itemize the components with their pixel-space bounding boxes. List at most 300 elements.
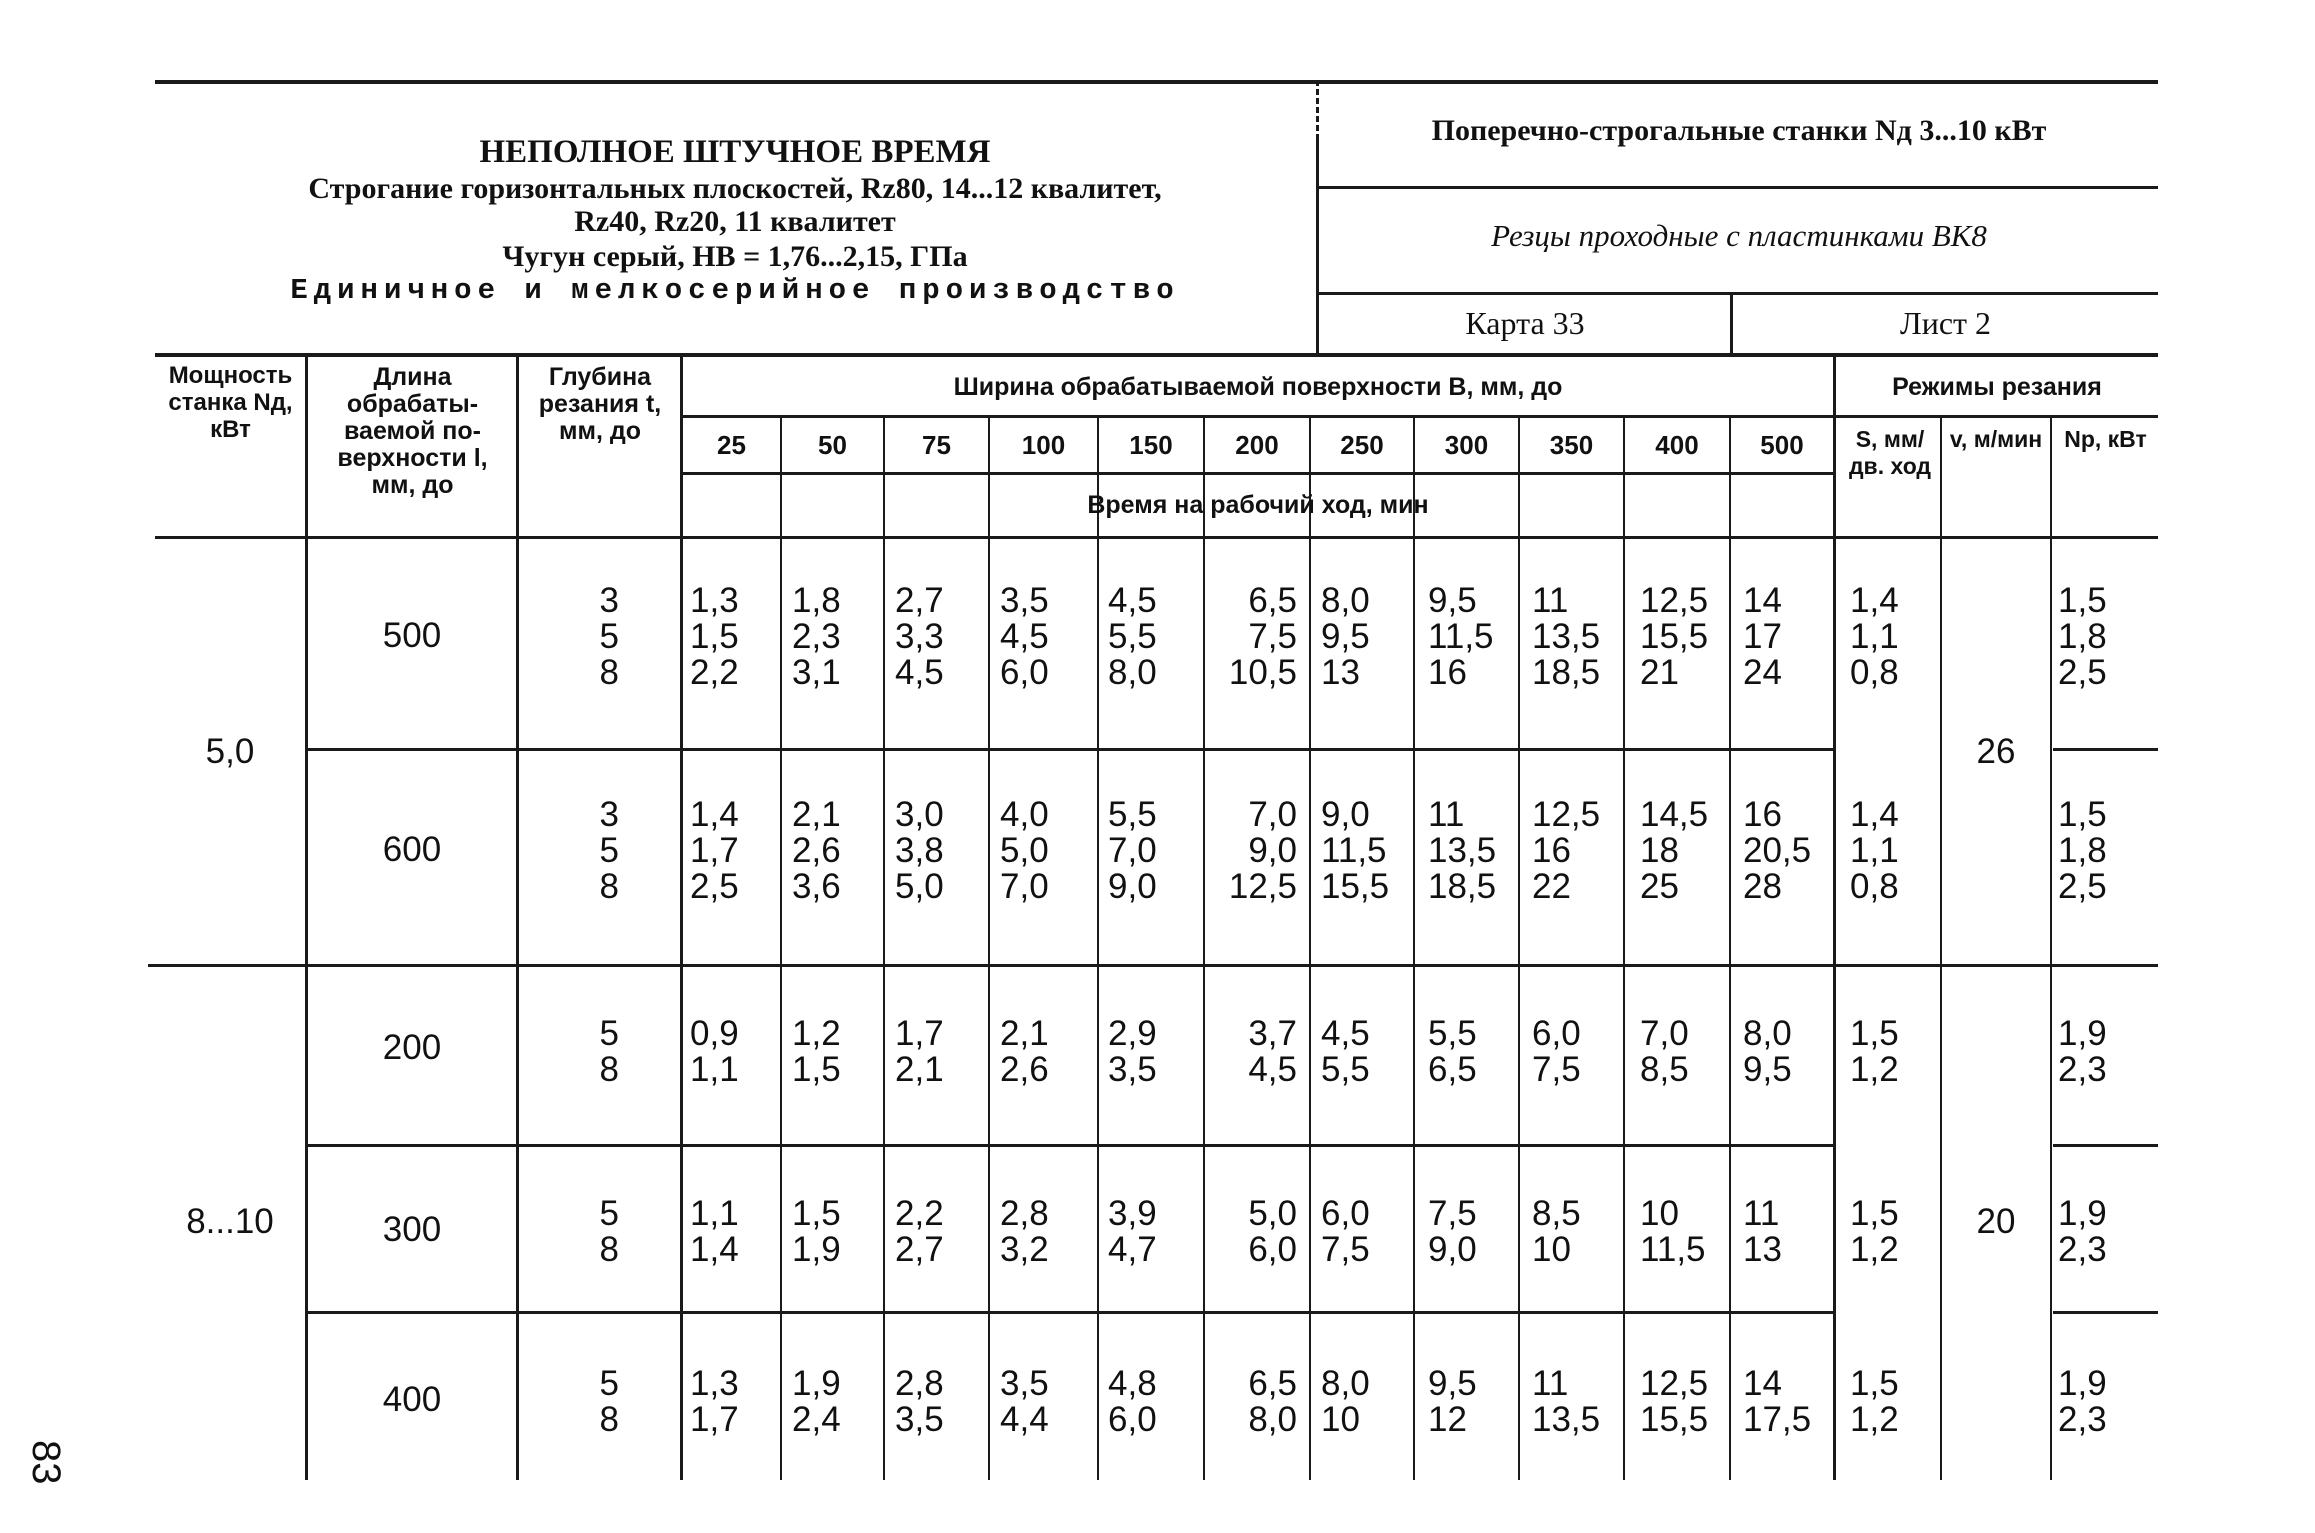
time-cell-value: 5,5	[1321, 1050, 1370, 1089]
time-cell-value: 6,0	[1532, 1014, 1581, 1053]
time-cell-value: 1,8	[792, 581, 841, 620]
time-cell-value: 8,5	[1640, 1050, 1689, 1089]
time-cell	[1000, 583, 1080, 691]
np-cell-value: 1,5	[2058, 581, 2107, 620]
width-400: 400	[1655, 430, 1699, 460]
time-cell-value: 12	[1428, 1400, 1467, 1439]
time-cell-value: 5,0	[1000, 831, 1049, 870]
col-rule-w400	[1729, 415, 1731, 1480]
time-cell	[1640, 1016, 1720, 1088]
width-25: 25	[717, 430, 746, 460]
row-rule-300-400	[305, 1311, 1835, 1314]
depth-cell	[519, 1196, 619, 1268]
col-rule-w350	[1623, 415, 1625, 1480]
time-cell-value: 1,1	[690, 1050, 739, 1089]
time-cell-value: 2,6	[1000, 1050, 1049, 1089]
width-350: 350	[1549, 430, 1594, 460]
np-cell	[2058, 797, 2148, 905]
np-cell-value: 1,9	[2058, 1014, 2107, 1053]
depth-cell-value: 8	[599, 1400, 619, 1439]
time-cell-value: 5,0	[895, 867, 944, 906]
time-cell-value: 28	[1743, 867, 1782, 906]
depth-cell-value: 8	[599, 653, 619, 692]
depth-cell-value: 8	[599, 1230, 619, 1269]
time-cell	[1108, 1196, 1190, 1268]
time-cell-value: 3,1	[792, 653, 841, 692]
col-rule-length	[516, 353, 519, 1480]
subtitle-line-3: Rz40, Rz20, 11 квалитет	[574, 205, 896, 238]
time-cell-value: 18	[1640, 831, 1679, 870]
production-type: Единичное и мелкосерийное производство	[290, 274, 1180, 307]
time-cell	[1213, 1016, 1297, 1088]
time-cell-value: 2,8	[1000, 1194, 1049, 1233]
feed-header: S, мм/дв. ход	[1848, 426, 1932, 479]
np-cell-value: 2,5	[2058, 867, 2107, 906]
time-cell	[1640, 583, 1720, 691]
col-rule-s	[1940, 415, 1942, 1480]
time-cell	[1108, 1016, 1190, 1088]
time-cell-value: 5,5	[1108, 617, 1157, 656]
time-cell-value: 20,5	[1743, 831, 1812, 870]
time-cell-value: 12,5	[1532, 795, 1601, 834]
time-cell-value: 15,5	[1640, 1400, 1709, 1439]
np-cell-value: 1,9	[2058, 1364, 2107, 1403]
width-200: 200	[1235, 430, 1279, 460]
time-cell	[1321, 1196, 1393, 1268]
col-rule-depth	[680, 353, 683, 1480]
time-cell-value: 9,5	[1428, 1364, 1477, 1403]
width-75: 75	[922, 430, 951, 460]
time-cell-value: 4,0	[1000, 795, 1049, 834]
time-cell-value: 4,5	[1321, 1014, 1370, 1053]
time-cell-value: 13,5	[1428, 831, 1497, 870]
time-cell-value: 13	[1321, 653, 1360, 692]
time-cell-value: 3,0	[895, 795, 944, 834]
feed-cell-value: 1,2	[1850, 1050, 1899, 1089]
time-cell	[792, 583, 870, 691]
time-cell	[1108, 1366, 1190, 1438]
length-cell: 500	[382, 616, 442, 655]
width-150: 150	[1129, 430, 1173, 460]
col-rule-w75	[988, 415, 990, 1480]
time-cell-value: 2,2	[895, 1194, 944, 1233]
time-cell	[1743, 1366, 1823, 1438]
np-cell-value: 2,3	[2058, 1050, 2107, 1089]
power-5: 5,0	[205, 732, 255, 771]
time-cell-value: 8,0	[1321, 1364, 1370, 1403]
row-rule-300-400-np	[2053, 1311, 2158, 1314]
time-cell-value: 1,2	[792, 1014, 841, 1053]
time-cell	[690, 583, 768, 691]
time-cell	[1213, 797, 1297, 905]
time-cell-value: 18,5	[1428, 867, 1497, 906]
time-cell	[1532, 1196, 1610, 1268]
np-cell-value: 2,3	[2058, 1230, 2107, 1269]
time-cell-value: 15,5	[1321, 867, 1390, 906]
np-cell	[2058, 1016, 2148, 1088]
length-cell: 200	[382, 1028, 442, 1067]
time-cell-value: 11,5	[1321, 831, 1387, 870]
time-cell	[1213, 1366, 1297, 1438]
time-cell-value: 2,5	[690, 867, 739, 906]
col-rule-w500	[1833, 353, 1836, 1480]
depth-cell-value: 5	[599, 617, 619, 656]
time-cell-value: 9,0	[1321, 795, 1370, 834]
time-cell-value: 4,5	[1248, 1050, 1297, 1089]
time-cell-value: 13,5	[1532, 1400, 1601, 1439]
time-cell	[1000, 797, 1080, 905]
time-cell	[690, 1016, 768, 1088]
time-cell-value: 1,3	[690, 1364, 739, 1403]
depth-header: Глубина резания t, мм, до	[538, 363, 662, 445]
time-cell-value: 11	[1428, 795, 1465, 834]
length-cell: 400	[382, 1380, 442, 1419]
time-cell	[1428, 1016, 1500, 1088]
time-cell	[1108, 797, 1190, 905]
time-cell-value: 2,2	[690, 653, 739, 692]
time-cell-value: 1,9	[792, 1230, 841, 1269]
time-cell-value: 2,7	[895, 581, 944, 620]
row-rule-200-300-np	[2053, 1144, 2158, 1147]
feed-cell-value: 1,5	[1850, 1014, 1899, 1053]
depth-cell	[519, 1366, 619, 1438]
time-cell	[690, 797, 768, 905]
time-cell-value: 4,5	[1000, 617, 1049, 656]
machine-type: Поперечно-строгальные станки Nд 3...10 кВт	[1431, 114, 2047, 147]
top-rule	[155, 80, 2158, 84]
time-cell	[1743, 583, 1823, 691]
row-rule-500-600-np	[2053, 748, 2158, 751]
time-cell-value: 4,5	[895, 653, 944, 692]
time-cell-value: 1,7	[895, 1014, 944, 1053]
subtitle-line-2: Строгание горизонтальных плоскостей, Rz80, 14...12 квалитет,	[308, 172, 1162, 205]
time-cell-value: 2,6	[792, 831, 841, 870]
depth-cell-value: 5	[599, 831, 619, 870]
time-cell	[1000, 1016, 1080, 1088]
time-cell-value: 12,5	[1640, 581, 1709, 620]
speed-26: 26	[1976, 732, 2016, 771]
time-cell	[895, 583, 973, 691]
row-rule-500-600	[305, 748, 1835, 751]
feed-cell	[1850, 583, 1930, 691]
width-500: 500	[1760, 430, 1804, 460]
time-cell	[690, 1366, 768, 1438]
time-cell-value: 6,0	[1248, 1230, 1297, 1269]
time-cell-value: 3,5	[895, 1400, 944, 1439]
right-header-rule-1	[1316, 186, 2158, 189]
time-cell	[1321, 583, 1393, 691]
time-cell-value: 1,5	[690, 617, 739, 656]
feed-cell-value: 0,8	[1850, 867, 1899, 906]
col-rule-v	[2050, 415, 2052, 1480]
time-cell-value: 5,5	[1108, 795, 1157, 834]
time-cell-value: 25	[1640, 867, 1679, 906]
time-cell	[895, 1196, 973, 1268]
np-cell-value: 1,5	[2058, 795, 2107, 834]
time-cell-value: 7,0	[1640, 1014, 1689, 1053]
time-cell	[1743, 1016, 1823, 1088]
time-cell-value: 17,5	[1743, 1400, 1812, 1439]
time-cell-value: 14	[1743, 1364, 1782, 1403]
time-cell-value: 9,5	[1428, 581, 1477, 620]
feed-cell	[1850, 1016, 1930, 1088]
col-rule-w150	[1203, 415, 1205, 1480]
time-cell	[1743, 1196, 1823, 1268]
time-cell-value: 11,5	[1428, 617, 1494, 656]
depth-cell-value: 3	[599, 795, 619, 834]
col-rule-w50	[883, 415, 885, 1480]
time-cell	[1213, 583, 1297, 691]
depth-cell-value: 5	[599, 1014, 619, 1053]
width-title-rule	[680, 415, 2158, 418]
speed-20: 20	[1976, 1202, 2016, 1241]
depth-cell-value: 5	[599, 1364, 619, 1403]
depth-cell-value: 3	[599, 581, 619, 620]
time-cell-value: 9,5	[1321, 617, 1370, 656]
np-header: Nр, кВт	[2064, 426, 2147, 452]
time-cell-value: 6,0	[1321, 1194, 1370, 1233]
time-cell-value: 9,0	[1108, 867, 1157, 906]
feed-cell	[1850, 1366, 1930, 1438]
length-cell: 300	[382, 1210, 442, 1249]
row-rule-200-300	[305, 1144, 1835, 1147]
feed-cell-value: 1,1	[1850, 831, 1899, 870]
time-cell-value: 10	[1640, 1194, 1679, 1233]
time-cell-value: 8,0	[1321, 581, 1370, 620]
time-cell-value: 0,9	[690, 1014, 739, 1053]
time-cell	[1108, 583, 1190, 691]
time-cell-value: 3,5	[1000, 581, 1049, 620]
time-cell-value: 2,1	[1000, 1014, 1049, 1053]
time-cell-value: 2,1	[895, 1050, 944, 1089]
table-top-rule	[155, 353, 2158, 357]
time-cell	[1640, 797, 1720, 905]
time-cell	[1213, 1196, 1297, 1268]
np-cell	[2058, 1366, 2148, 1438]
width-50: 50	[818, 430, 847, 460]
col-rule-w100	[1097, 415, 1099, 1480]
depth-cell	[519, 797, 619, 905]
time-cell-value: 10,5	[1228, 653, 1297, 692]
time-cell-value: 6,5	[1428, 1050, 1477, 1089]
np-cell-value: 1,8	[2058, 831, 2107, 870]
np-cell-value: 1,8	[2058, 617, 2107, 656]
feed-cell	[1850, 797, 1930, 905]
time-cell-value: 1,7	[690, 831, 739, 870]
power-8-10: 8...10	[186, 1202, 274, 1241]
time-cell	[1321, 797, 1393, 905]
time-cell-value: 7,5	[1321, 1230, 1370, 1269]
time-cell-value: 3,9	[1108, 1194, 1157, 1233]
time-cell-value: 7,0	[1000, 867, 1049, 906]
time-cell	[690, 1196, 768, 1268]
time-cell-value: 17	[1743, 617, 1782, 656]
time-cell	[792, 1016, 870, 1088]
col-rule-power	[305, 353, 308, 1480]
card-number: Карта 33	[1465, 305, 1585, 341]
time-cell	[792, 1366, 870, 1438]
time-cell	[1428, 1196, 1500, 1268]
title-divider	[1316, 80, 1319, 140]
page-number: 83	[24, 1440, 68, 1485]
feed-cell-value: 1,4	[1850, 795, 1899, 834]
np-cell	[2058, 583, 2148, 691]
time-cell-value: 6,5	[1248, 581, 1297, 620]
time-cell-value: 1,9	[792, 1364, 841, 1403]
time-cell-value: 14,5	[1640, 795, 1709, 834]
width-values-rule	[680, 472, 1835, 475]
time-cell-value: 7,5	[1428, 1194, 1477, 1233]
time-cell	[1428, 797, 1500, 905]
time-cell-value: 13	[1743, 1230, 1782, 1269]
header-bottom-rule	[155, 536, 2158, 539]
subtitle-line-4: Чугун серый, НВ = 1,76...2,15, ГПа	[502, 240, 968, 273]
time-cell-value: 9,0	[1248, 831, 1297, 870]
time-cell-value: 2,3	[792, 617, 841, 656]
sheet-number: Лист 2	[1899, 305, 1991, 341]
width-title: Ширина обрабатываемой поверхности В, мм, до	[953, 373, 1563, 401]
time-cell-value: 4,8	[1108, 1364, 1157, 1403]
time-cell	[792, 1196, 870, 1268]
time-cell-value: 8,0	[1743, 1014, 1792, 1053]
time-cell-value: 16	[1428, 653, 1467, 692]
time-cell-value: 1,4	[690, 1230, 739, 1269]
time-cell-value: 5,0	[1248, 1194, 1297, 1233]
time-cell-value: 7,5	[1532, 1050, 1581, 1089]
time-cell-value: 10	[1321, 1400, 1360, 1439]
np-cell-value: 2,5	[2058, 653, 2107, 692]
time-cell	[1532, 1016, 1610, 1088]
np-cell	[2058, 1196, 2148, 1268]
feed-cell-value: 1,2	[1850, 1400, 1899, 1439]
time-cell-value: 2,7	[895, 1230, 944, 1269]
time-cell-value: 9,5	[1743, 1050, 1792, 1089]
time-cell-value: 3,6	[792, 867, 841, 906]
time-cell	[1532, 1366, 1610, 1438]
time-cell-value: 14	[1743, 581, 1782, 620]
right-header-rule-2	[1316, 292, 2158, 295]
power-header: Мощность станка Nд, кВт	[168, 362, 293, 443]
time-cell-value: 3,5	[1000, 1364, 1049, 1403]
tool-type: Резцы проходные с пластинками ВК8	[1491, 218, 1987, 253]
time-cell	[1532, 583, 1610, 691]
time-cell-value: 11	[1532, 1364, 1569, 1403]
time-cell-value: 1,5	[792, 1194, 841, 1233]
time-cell-value: 11	[1743, 1194, 1780, 1233]
time-cell-value: 21	[1640, 653, 1679, 692]
feed-cell-value: 1,5	[1850, 1194, 1899, 1233]
depth-cell	[519, 583, 619, 691]
np-cell-value: 1,9	[2058, 1194, 2107, 1233]
time-cell-value: 2,4	[792, 1400, 841, 1439]
feed-cell-value: 1,5	[1850, 1364, 1899, 1403]
time-cell-value: 2,1	[792, 795, 841, 834]
time-cell-value: 1,7	[690, 1400, 739, 1439]
length-cell: 600	[382, 830, 442, 869]
time-title: Время на рабочий ход, мин	[1087, 491, 1429, 519]
time-cell	[1640, 1196, 1720, 1268]
time-cell	[895, 797, 973, 905]
group-rule	[148, 964, 2158, 967]
time-cell-value: 16	[1743, 795, 1782, 834]
time-cell-value: 7,0	[1108, 831, 1157, 870]
time-cell-value: 22	[1532, 867, 1571, 906]
col-rule-w250	[1413, 415, 1415, 1480]
col-rule-w300	[1518, 415, 1520, 1480]
time-cell-value: 3,2	[1000, 1230, 1049, 1269]
time-cell-value: 12,5	[1640, 1364, 1709, 1403]
time-cell-value: 8,0	[1248, 1400, 1297, 1439]
time-cell-value: 11	[1532, 581, 1569, 620]
time-cell	[1000, 1196, 1080, 1268]
time-cell	[1640, 1366, 1720, 1438]
depth-cell-value: 5	[599, 1194, 619, 1233]
depth-cell-value: 8	[599, 867, 619, 906]
time-cell	[792, 797, 870, 905]
time-cell	[895, 1016, 973, 1088]
time-cell-value: 4,5	[1108, 581, 1157, 620]
time-cell-value: 3,7	[1248, 1014, 1297, 1053]
time-cell-value: 4,4	[1000, 1400, 1049, 1439]
time-cell-value: 10	[1532, 1230, 1571, 1269]
time-cell-value: 1,1	[690, 1194, 739, 1233]
width-300: 300	[1444, 430, 1489, 460]
time-cell-value: 2,9	[1108, 1014, 1157, 1053]
feed-cell-value: 0,8	[1850, 653, 1899, 692]
time-cell-value: 7,0	[1248, 795, 1297, 834]
time-cell-value: 9,0	[1428, 1230, 1477, 1269]
time-cell-value: 12,5	[1228, 867, 1297, 906]
feed-cell-value: 1,4	[1850, 581, 1899, 620]
np-cell-value: 2,3	[2058, 1400, 2107, 1439]
time-cell-value: 4,7	[1108, 1230, 1157, 1269]
time-cell	[895, 1366, 973, 1438]
time-cell-value: 24	[1743, 653, 1782, 692]
depth-cell	[519, 1016, 619, 1088]
time-cell-value: 11,5	[1640, 1230, 1706, 1269]
time-cell	[1321, 1366, 1393, 1438]
time-cell-value: 6,5	[1248, 1364, 1297, 1403]
title-divider-solid	[1316, 140, 1319, 353]
time-cell-value: 1,4	[690, 795, 739, 834]
time-cell-value: 8,5	[1532, 1194, 1581, 1233]
feed-cell-value: 1,2	[1850, 1230, 1899, 1269]
time-cell-value: 3,5	[1108, 1050, 1157, 1089]
time-cell-value: 13,5	[1532, 617, 1601, 656]
time-cell-value: 8,0	[1108, 653, 1157, 692]
modes-title: Режимы резания	[1892, 373, 2102, 401]
time-cell-value: 16	[1532, 831, 1571, 870]
time-cell	[1532, 797, 1610, 905]
time-cell	[1743, 797, 1823, 905]
width-100: 100	[1021, 430, 1066, 460]
time-cell-value: 5,5	[1428, 1014, 1477, 1053]
time-cell-value: 2,8	[895, 1364, 944, 1403]
time-cell-value: 6,0	[1000, 653, 1049, 692]
time-cell-value: 3,8	[895, 831, 944, 870]
time-cell-value: 15,5	[1640, 617, 1709, 656]
feed-cell	[1850, 1196, 1930, 1268]
feed-cell-value: 1,1	[1850, 617, 1899, 656]
time-cell-value: 18,5	[1532, 653, 1601, 692]
time-cell-value: 6,0	[1108, 1400, 1157, 1439]
time-cell	[1428, 1366, 1500, 1438]
time-cell	[1000, 1366, 1080, 1438]
time-cell	[1321, 1016, 1393, 1088]
time-cell	[1428, 583, 1500, 691]
time-cell-value: 1,3	[690, 581, 739, 620]
time-cell-value: 1,5	[792, 1050, 841, 1089]
